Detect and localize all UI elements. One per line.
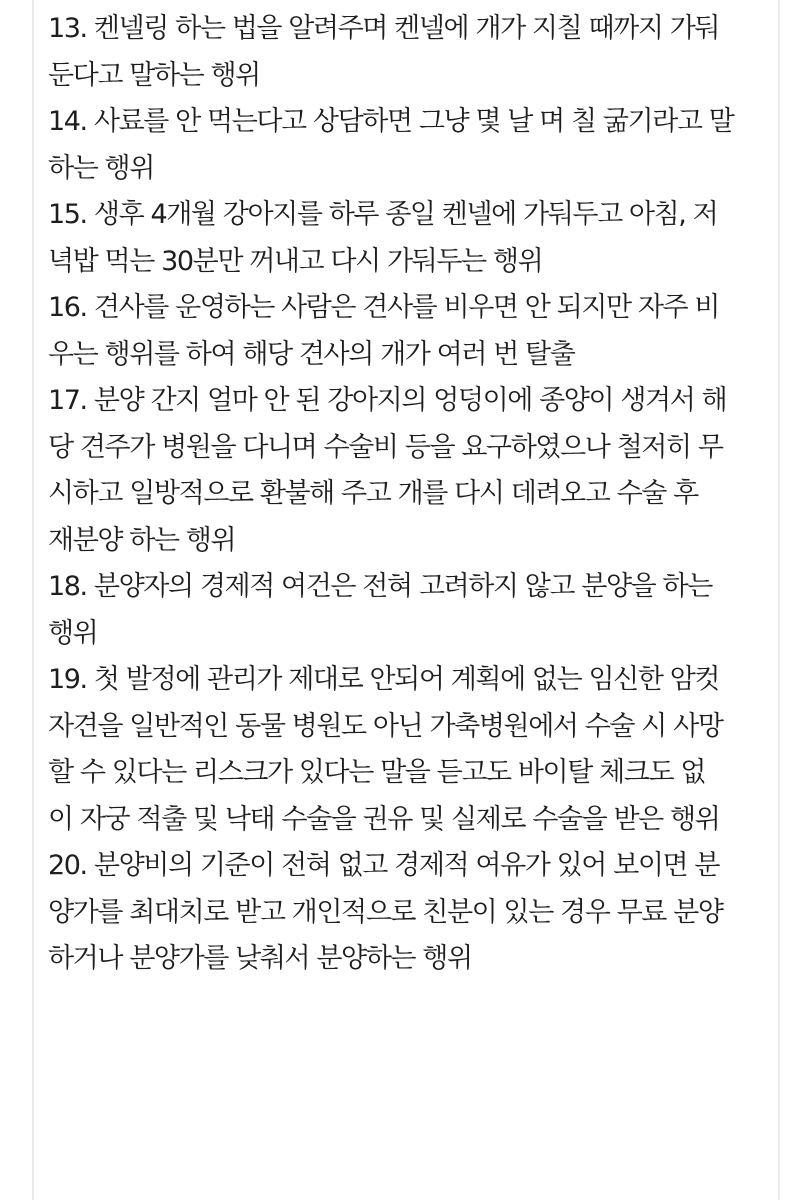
- text-line: 하거나 분양가를 낮춰서 분양하는 행위: [48, 943, 472, 974]
- text-line: 자견을 일반적인 동물 병원도 아닌 가축병원에서 수술 시 사망: [48, 710, 723, 742]
- left-border-line: [32, 0, 34, 1200]
- text-line: 행위: [48, 617, 98, 649]
- text-line: 이 자궁 적출 및 낙태 수술을 권유 및 실제로 수술을 받은 행위: [48, 803, 720, 835]
- text-line: 당 견주가 병원을 다니며 수술비 등을 요구하였으나 철저히 무: [48, 431, 723, 463]
- text-line: 시하고 일방적으로 환불해 주고 개를 다시 데려오고 수술 후: [48, 478, 698, 509]
- text-line: 13. 켄넬링 하는 법을 알려주며 켄넬에 개가 지칠 때까지 가둬: [48, 13, 720, 44]
- text-line: 할 수 있다는 리스크가 있다는 말을 듣고도 바이탈 체크도 없: [48, 757, 706, 788]
- right-border-line: [778, 0, 780, 1200]
- text-line: 17. 분양 간지 얼마 안 된 강아지의 엉덩이에 종양이 생겨서 해: [48, 385, 727, 416]
- article-body: [48, 6, 748, 983]
- text-line: 양가를 최대치로 받고 개인적으로 친분이 있는 경우 무료 분양: [48, 896, 723, 928]
- text-line: 재분양 하는 행위: [48, 524, 236, 556]
- text-line: 녁밥 먹는 30분만 꺼내고 다시 가둬두는 행위: [48, 245, 543, 277]
- text-line: 18. 분양자의 경제적 여건은 전혀 고려하지 않고 분양을 하는: [48, 571, 712, 602]
- text-line: 우는 행위를 하여 해당 견사의 개가 여러 번 탈출: [48, 338, 575, 370]
- text-line: 15. 생후 4개월 강아지를 하루 종일 켄넬에 가둬두고 아침, 저: [48, 199, 718, 230]
- text-line: 둔다고 말하는 행위: [48, 59, 260, 91]
- text-line: 16. 견사를 운영하는 사람은 견사를 비우면 안 되지만 자주 비: [48, 292, 720, 323]
- text-line: 14. 사료를 안 먹는다고 상담하면 그냥 몇 날 며 칠 굶기라고 말: [48, 106, 734, 137]
- text-line: 하는 행위: [48, 152, 154, 184]
- text-line: 19. 첫 발정에 관리가 제대로 안되어 계획에 없는 임신한 암컷: [48, 664, 720, 695]
- text-line: 20. 분양비의 기준이 전혀 없고 경제적 여유가 있어 보이면 분: [48, 850, 720, 881]
